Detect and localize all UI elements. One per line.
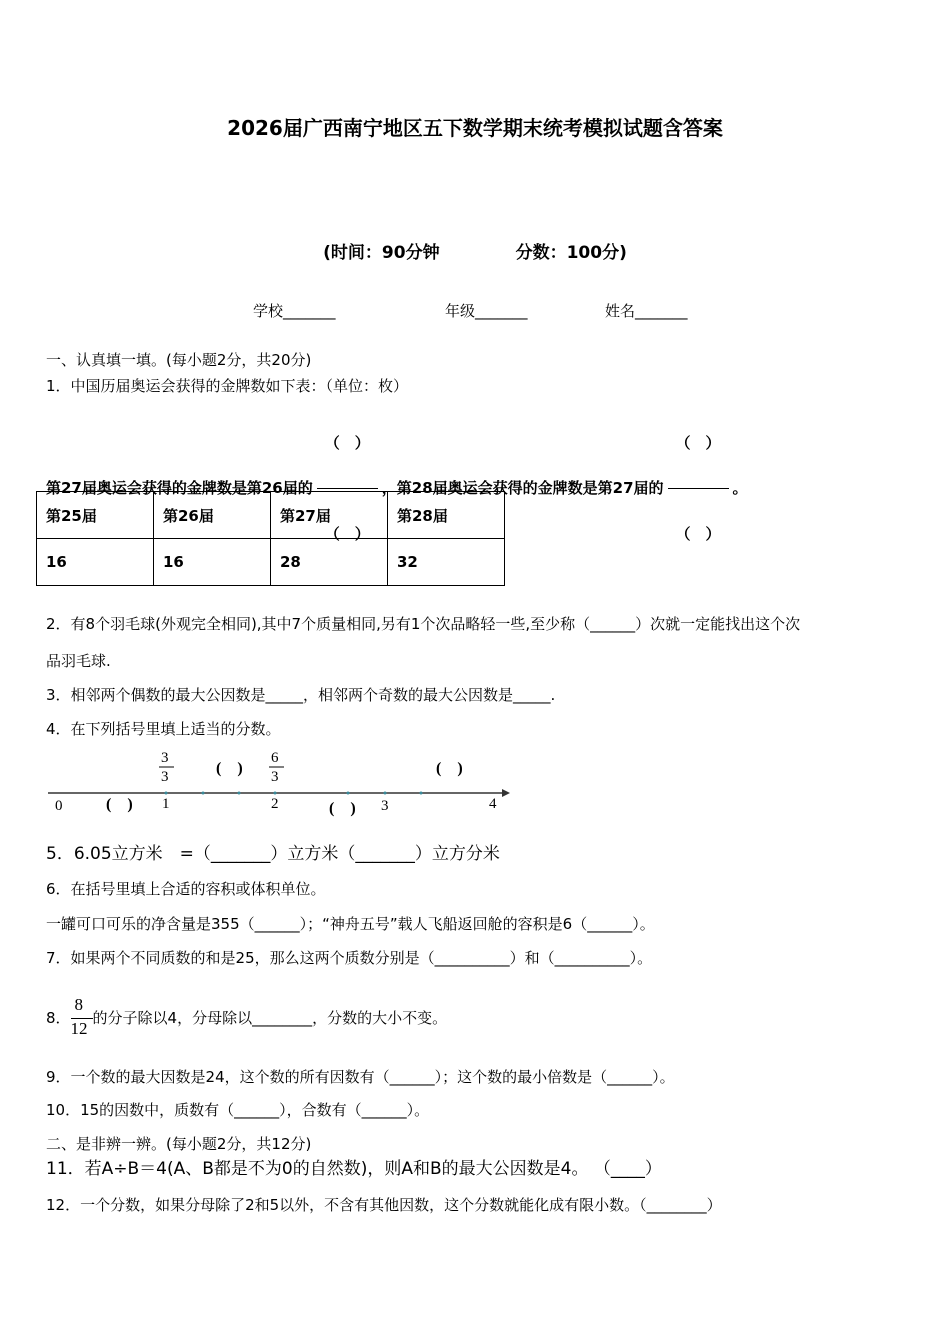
total-score: 分数：100分) xyxy=(515,243,627,263)
table-row: 第25届 第26届 第27届 第28届 xyxy=(37,492,505,539)
answer-fraction: $\frac{( )}{( )}$ xyxy=(668,402,729,575)
question-6-cont: 一罐可口可乐的净含量是355（______）；“神舟五号”载人飞船返回舱的容积是6（______）。 xyxy=(46,915,655,933)
question-2: 2．有8个羽毛球(外观完全相同),其中7个质量相同,另有1个次品略轻一些,至少称（______）次就一定能找出这个次 xyxy=(46,615,801,633)
question-8: 8． $\frac{8}{12}$ 的分子除以4，分母除以________，分数的大小不变。 xyxy=(46,995,448,1038)
section-2-heading: 二、是非辨一辨。(每小题2分，共12分) xyxy=(46,1135,312,1153)
svg-text:3: 3 xyxy=(271,769,279,785)
time-limit: (时间：90分钟 xyxy=(323,243,440,263)
svg-text:( ): ( ) xyxy=(436,760,463,777)
name-field: 姓名_______ xyxy=(605,302,688,320)
question-1: 1．中国历届奥运会获得的金牌数如下表：（单位：枚） xyxy=(46,377,409,395)
svg-text:3: 3 xyxy=(161,769,169,785)
answer-fraction: $\frac{( )}{( )}$ xyxy=(317,402,378,575)
svg-text:3: 3 xyxy=(161,750,169,766)
table-row: 16 16 28 32 xyxy=(37,539,505,586)
svg-text:3: 3 xyxy=(381,798,389,814)
question-11: 11．若A÷B＝4(A、B都是不为0的自然数)，则A和B的最大公因数是4。 （____） xyxy=(46,1159,662,1179)
question-10: 10．15的因数中，质数有（______），合数有（______）。 xyxy=(46,1101,430,1119)
question-4: 4．在下列括号里填上适当的分数。 xyxy=(46,720,281,738)
question-7: 7．如果两个不同质数的和是25，那么这两个质数分别是（__________）和（__________）。 xyxy=(46,949,653,967)
question-6: 6．在括号里填上合适的容积或体积单位。 xyxy=(46,880,326,898)
svg-text:( ): ( ) xyxy=(329,800,356,817)
svg-text:( ): ( ) xyxy=(216,760,243,777)
section-1-heading: 一、认真填一填。(每小题2分，共20分) xyxy=(46,351,312,369)
question-12: 12．一个分数，如果分母除了2和5以外，不含有其他因数，这个分数就能化成有限小数。（________） xyxy=(46,1196,722,1214)
student-info xyxy=(253,300,688,321)
school-field: 学校_______ xyxy=(253,302,336,320)
svg-text:6: 6 xyxy=(271,750,279,766)
svg-text:4: 4 xyxy=(489,796,497,812)
svg-text:( ): ( ) xyxy=(106,796,133,813)
question-3: 3．相邻两个偶数的最大公因数是_____，相邻两个奇数的最大公因数是_____. xyxy=(46,686,556,704)
question-5: 5．6.05立方米 =（_______）立方米（_______）立方分米 xyxy=(46,844,500,864)
question-1-fractions: 第27届奥运会获得的金牌数是第26届的 $\frac{( )}{( )}$ ，第28届奥运会获得的金牌数是第27届的 $\frac{( )}{( )}$ 。 xyxy=(46,402,748,484)
svg-text:1: 1 xyxy=(162,796,170,812)
svg-text:0: 0 xyxy=(55,798,63,814)
grade-field: 年级_______ xyxy=(445,302,528,320)
question-9: 9．一个数的最大因数是24，这个数的所有因数有（______）；这个数的最小倍数是（______）。 xyxy=(46,1068,675,1086)
question-2-cont: 品羽毛球. xyxy=(46,652,111,670)
exam-subtitle xyxy=(0,238,950,263)
page-title: 2026届广西南宁地区五下数学期末统考模拟试题含答案 xyxy=(227,116,723,140)
svg-text:2: 2 xyxy=(271,796,279,812)
gold-medal-table xyxy=(36,491,505,586)
number-line xyxy=(40,745,520,825)
